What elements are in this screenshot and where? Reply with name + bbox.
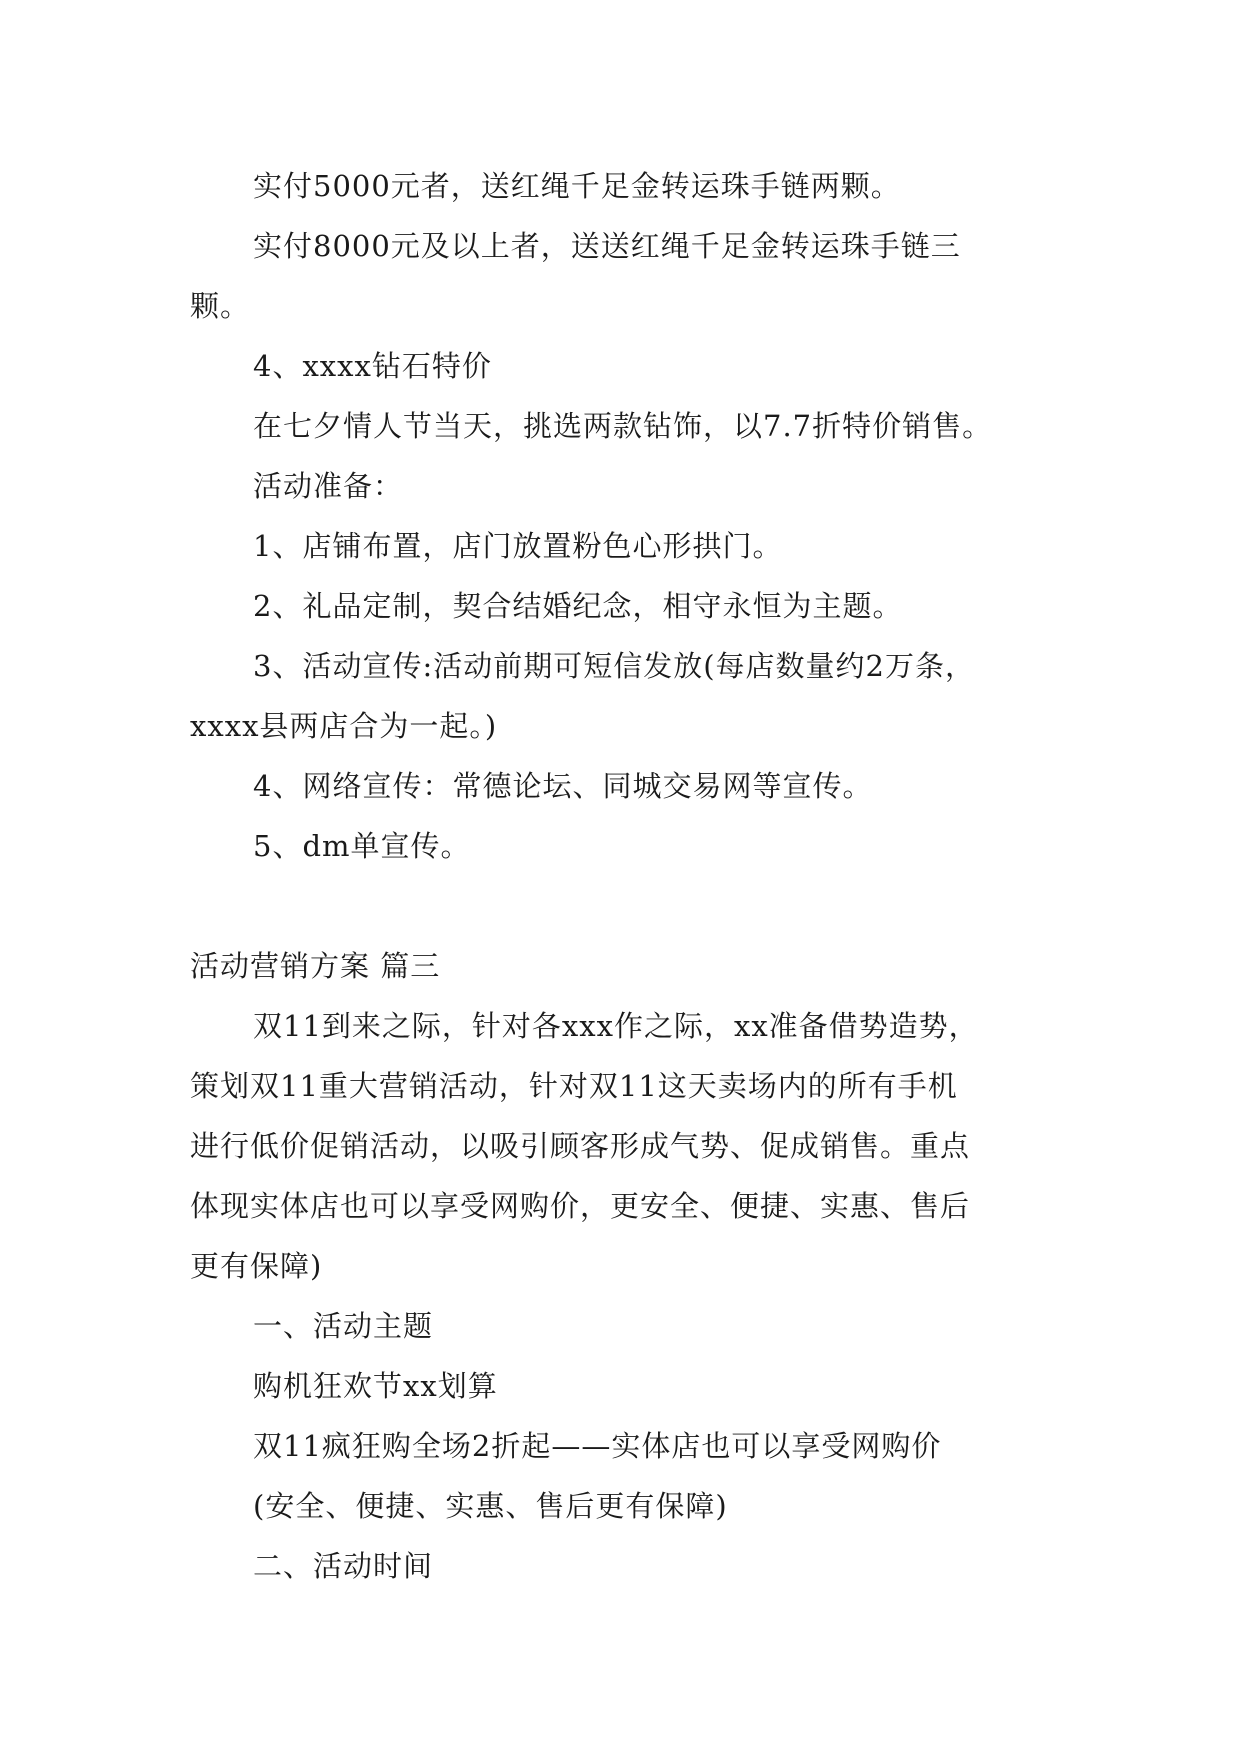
section-heading: 活动营销方案 篇三 <box>190 949 441 983</box>
paragraph-line: 体现实体店也可以享受网购价，更安全、便捷、实惠、售后 <box>190 1189 971 1223</box>
paragraph-line: (安全、便捷、实惠、售后更有保障) <box>253 1489 728 1523</box>
paragraph-line: 实付5000元者，送红绳千足金转运珠手链两颗。 <box>253 169 901 203</box>
list-item: 5、dm单宣传。 <box>253 829 471 863</box>
list-item: 2、礼品定制，契合结婚纪念，相守永恒为主题。 <box>253 589 903 623</box>
list-item: 3、活动宣传:活动前期可短信发放(每店数量约2万条， <box>253 649 975 683</box>
subsection-heading: 二、活动时间 <box>253 1549 434 1583</box>
paragraph-line: xxxx县两店合为一起。) <box>190 709 498 743</box>
list-item: 4、网络宣传：常德论坛、同城交易网等宣传。 <box>253 769 873 803</box>
paragraph-line: 购机狂欢节xx划算 <box>253 1369 498 1403</box>
paragraph-line: 在七夕情人节当天，挑选两款钻饰，以7.7折特价销售。 <box>253 409 993 443</box>
paragraph-line: 颗。 <box>190 289 251 323</box>
paragraph-line: 双11到来之际，针对各xxx作之际，xx准备借势造势， <box>253 1009 979 1043</box>
paragraph-line: 双11疯狂购全场2折起——实体店也可以享受网购价 <box>253 1429 942 1463</box>
paragraph-line: 实付8000元及以上者，送送红绳千足金转运珠手链三 <box>253 229 961 263</box>
list-item: 1、店铺布置，店门放置粉色心形拱门。 <box>253 529 783 563</box>
paragraph-line: 更有保障) <box>190 1249 323 1283</box>
paragraph-line: 策划双11重大营销活动，针对双11这天卖场内的所有手机 <box>190 1069 958 1103</box>
section-label: 活动准备： <box>253 469 404 503</box>
list-item: 4、xxxx钻石特价 <box>253 349 492 383</box>
paragraph-line: 进行低价促销活动，以吸引顾客形成气势、促成销售。重点 <box>190 1129 971 1163</box>
subsection-heading: 一、活动主题 <box>253 1309 434 1343</box>
